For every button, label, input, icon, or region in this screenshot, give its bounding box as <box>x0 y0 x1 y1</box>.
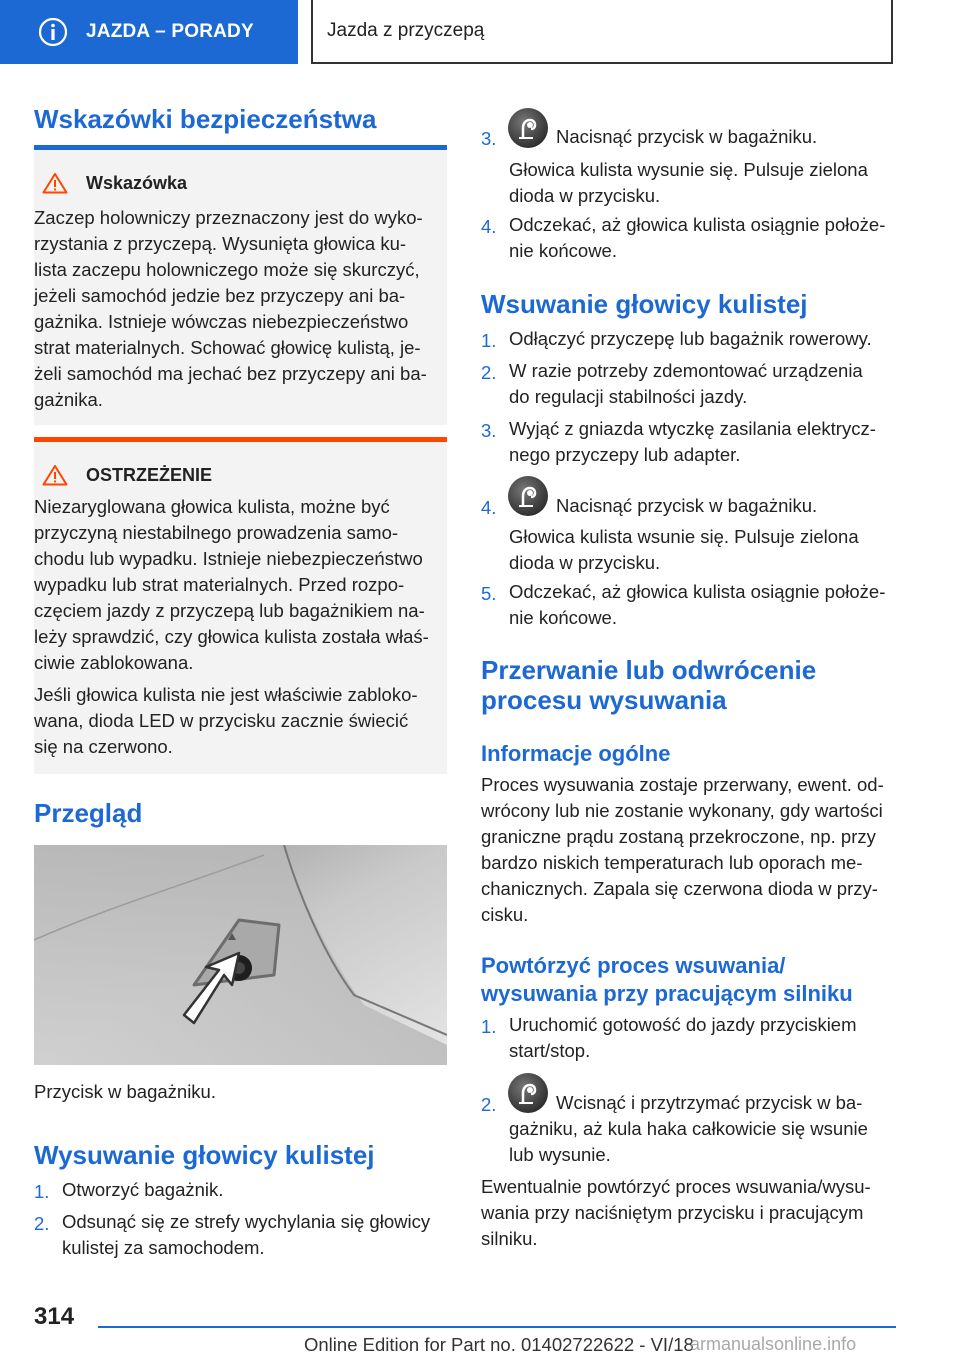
text-line: gażnika. Istnieje wówczas niebezpieczeństwo <box>34 311 409 332</box>
step-text <box>556 493 817 519</box>
note-text <box>34 205 447 413</box>
heading-line: procesu wysuwania <box>481 685 727 715</box>
section-label: JAZDA – PORADY <box>86 21 254 42</box>
step-number: 5. <box>481 583 497 604</box>
text-line: nie końcowe. <box>509 240 617 261</box>
step-number: 3. <box>481 128 497 149</box>
text-line: Ewentualnie powtórzyć proces wsuwania/wysu- <box>481 1176 871 1197</box>
text-line: W razie potrzeby zdemontować urządzenia <box>509 360 863 381</box>
text-line: Jeśli głowica kulista nie jest właściwie zabloko- <box>34 684 418 705</box>
text-line: dioda w przycisku. <box>509 185 661 206</box>
closing-text <box>481 1174 871 1252</box>
note-box <box>34 150 447 425</box>
warning-text-1 <box>34 494 447 676</box>
step-number: 2. <box>481 362 497 383</box>
text-line: dioda w przycisku. <box>509 552 661 573</box>
tow-hitch-button-icon <box>508 476 548 516</box>
step-text <box>556 1090 862 1116</box>
text-line: Niezaryglowana głowica kulista, możne być <box>34 496 390 517</box>
text-line: wypadku lub strat materialnych. Przed rozpo- <box>34 574 405 595</box>
step-text <box>509 416 876 468</box>
note-title: Wskazówka <box>86 172 188 193</box>
step-number: 4. <box>481 497 497 518</box>
step-text <box>509 1116 868 1168</box>
text-line: Głowica kulista wsunie się. Pulsuje zielona <box>509 526 859 547</box>
text-line: rzystania z przyczepą. Wysunięta głowica ku- <box>34 233 407 254</box>
text-line: Proces wysuwania zostaje przerwany, ewent. od- <box>481 774 884 795</box>
text-line: przyczyną niestabilnego prowadzenia samo- <box>34 522 399 543</box>
text-line: chanicznych. Zapala się czerwona dioda w przy- <box>481 878 878 899</box>
overview-heading: Przegląd <box>34 798 143 828</box>
step-text <box>509 157 868 209</box>
step-number: 1. <box>481 330 497 351</box>
text-line: nego przyczepy lub adapter. <box>509 444 741 465</box>
general-heading: Informacje ogólne <box>481 741 671 766</box>
text-line: Odczekać, aż głowica kulista osiągnie położe- <box>509 581 886 602</box>
step-number: 2. <box>481 1094 497 1115</box>
text-line: gażniku, aż kula haka całkowicie się wsunie <box>509 1118 868 1139</box>
safety-heading: Wskazówki bezpieczeństwa <box>34 104 377 134</box>
retract-heading: Wsuwanie głowicy kulistej <box>481 289 808 319</box>
text-line: start/stop. <box>509 1040 591 1061</box>
text-line: Otworzyć bagażnik. <box>62 1179 224 1200</box>
general-text <box>481 772 884 928</box>
text-line: kulistej za samochodem. <box>62 1237 265 1258</box>
interrupt-heading <box>481 655 816 715</box>
photo-caption: Przycisk w bagażniku. <box>34 1081 216 1102</box>
tow-hitch-button-icon <box>508 1073 548 1113</box>
text-line: Wyjąć z gniazda wtyczkę zasilania elektrycz- <box>509 418 876 439</box>
text-line: ciwie zablokowana. <box>34 652 194 673</box>
text-line: graniczne prądu zostaną przekroczone, np. przy <box>481 826 876 847</box>
step-text <box>62 1209 430 1261</box>
warning-title: OSTRZEŻENIE <box>86 464 213 485</box>
text-line: częciem jazdy z przyczepą lub bagażnikiem na- <box>34 600 425 621</box>
text-line: nie końcowe. <box>509 607 617 628</box>
trunk-illustration <box>34 845 447 1065</box>
watermark: armanualsonline.info <box>690 1334 857 1354</box>
extend-heading: Wysuwanie głowicy kulistej <box>34 1140 375 1170</box>
text-line: Odsunąć się ze strefy wychylania się głowicy <box>62 1211 431 1232</box>
step-text <box>509 1012 857 1064</box>
text-line: Głowica kulista wysunie się. Pulsuje zielona <box>509 159 868 180</box>
step-text <box>509 326 872 352</box>
text-line: się na czerwono. <box>34 736 173 757</box>
text-line: strat materialnych. Schować głowicę kulistą, je- <box>34 337 421 358</box>
heading-line: Powtórzyć proces wsuwania/ <box>481 953 786 978</box>
step-text <box>509 358 863 410</box>
text-line: Nacisnąć przycisk w bagażniku. <box>556 495 818 516</box>
step-number: 4. <box>481 216 497 237</box>
warning-triangle-icon <box>42 172 68 194</box>
step-number: 1. <box>481 1016 497 1037</box>
step-text <box>62 1177 223 1203</box>
text-line: silniku. <box>481 1228 538 1249</box>
text-line: Odłączyć przyczepę lub bagażnik rowerowy. <box>509 328 872 349</box>
warning-box <box>34 442 447 774</box>
section-tab <box>0 0 298 64</box>
heading-line: Przerwanie lub odwrócenie <box>481 655 817 685</box>
text-line: do regulacji stabilności jazdy. <box>509 386 748 407</box>
text-line: Wcisnąć i przytrzymać przycisk w ba- <box>556 1092 863 1113</box>
text-line: Odczekać, aż głowica kulista osiągnie położe- <box>509 214 886 235</box>
text-line: Uruchomić gotowość do jazdy przyciskiem <box>509 1014 857 1035</box>
step-text <box>556 124 817 150</box>
step-number: 3. <box>481 420 497 441</box>
trunk-button-photo <box>34 845 447 1065</box>
repeat-heading <box>481 952 853 1008</box>
text-line: lub wysunie. <box>509 1144 611 1165</box>
step-text <box>509 212 885 264</box>
text-line: żeli samochód ma jechać bez przyczepy ani ba- <box>34 363 427 384</box>
text-line: wania przy naciśniętym przycisku i pracującym <box>481 1202 864 1223</box>
step-text <box>509 579 885 631</box>
text-line: Zaczep holowniczy przeznaczony jest do wyko- <box>34 207 423 228</box>
step-text <box>509 524 859 576</box>
page-number: 314 <box>34 1303 75 1330</box>
text-line: chodu lub wypadku. Istnieje niebezpieczeństwo <box>34 548 423 569</box>
note-title-row <box>42 172 187 194</box>
text-line: jeżeli samochód jedzie bez przyczepy ani ba- <box>34 285 406 306</box>
text-line: wana, dioda LED w przycisku zacznie świecić <box>34 710 409 731</box>
warning-title-row <box>42 464 212 486</box>
edition-text: Online Edition for Part no. 01402722622 - VI/18 <box>304 1334 694 1355</box>
text-line: lista zaczepu holowniczego może się skurczyć, <box>34 259 420 280</box>
text-line: wrócony lub nie zostanie wykonany, gdy wartości <box>481 800 883 821</box>
warning-triangle-icon <box>42 464 68 486</box>
tow-hitch-button-icon <box>508 108 548 148</box>
text-line: gażnika. <box>34 389 103 410</box>
step-number: 2. <box>34 1213 50 1234</box>
heading-line: wysuwania przy pracującym silniku <box>481 981 853 1006</box>
text-line: bardzo niskich temperaturach lub oporach me- <box>481 852 863 873</box>
topic-title: Jazda z przyczepą <box>311 0 893 64</box>
text-line: leży sprawdzić, czy głowica kulista została właś- <box>34 626 429 647</box>
warning-text-2 <box>34 682 447 760</box>
footer-rule <box>98 1326 896 1328</box>
text-line: Nacisnąć przycisk w bagażniku. <box>556 126 818 147</box>
info-icon <box>38 17 68 47</box>
step-number: 1. <box>34 1181 50 1202</box>
text-line: cisku. <box>481 904 529 925</box>
